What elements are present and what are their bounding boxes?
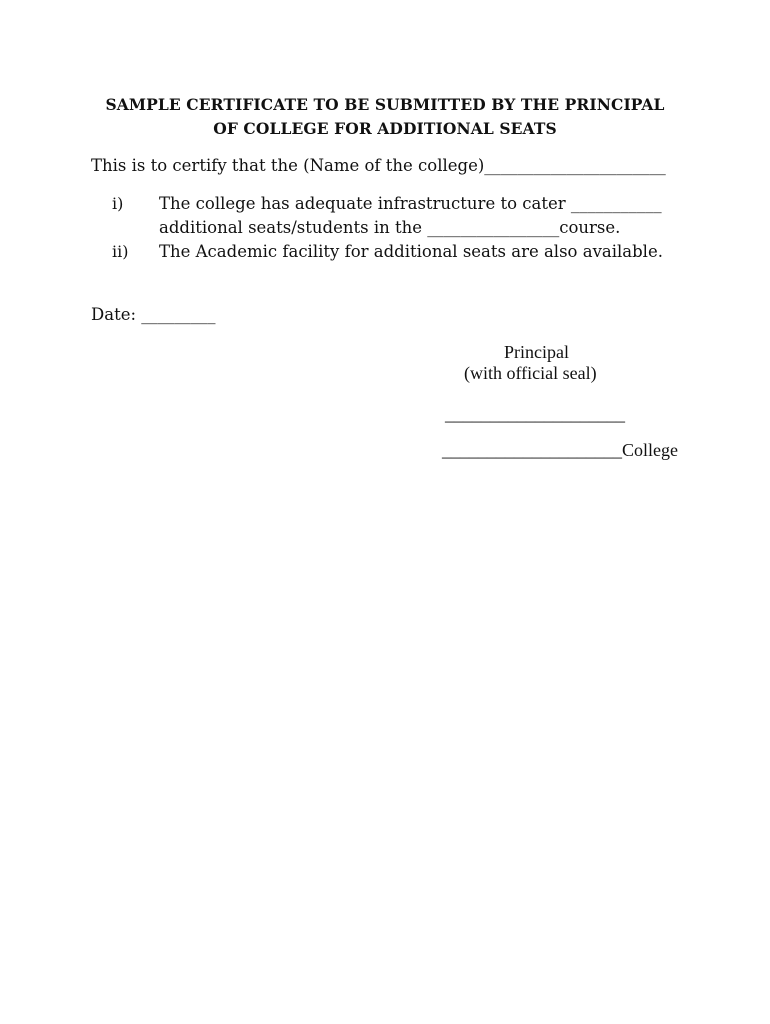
date-field: Date: _________ [91,305,216,324]
item-2-text: The Academic facility for additional seats are also available. [159,242,663,261]
item-1-text-line-1: The college has adequate infrastructure to cater ___________ [159,194,662,213]
signature-line: ____________________ [445,404,625,424]
certificate-title-line-2: OF COLLEGE FOR ADDITIONAL SEATS [213,119,557,138]
item-number-1: i) [112,194,124,213]
college-name-line: ____________________College [442,440,678,460]
item-1-text-line-2: additional seats/students in the ________________course. [159,218,621,237]
principal-label: Principal [504,342,569,362]
item-number-2: ii) [112,242,129,261]
certification-statement: This is to certify that the (Name of the college)______________________ [91,156,666,175]
official-seal-note: (with official seal) [464,363,597,383]
certificate-title-line-1: SAMPLE CERTIFICATE TO BE SUBMITTED BY THE PRINCIPAL [105,95,665,114]
